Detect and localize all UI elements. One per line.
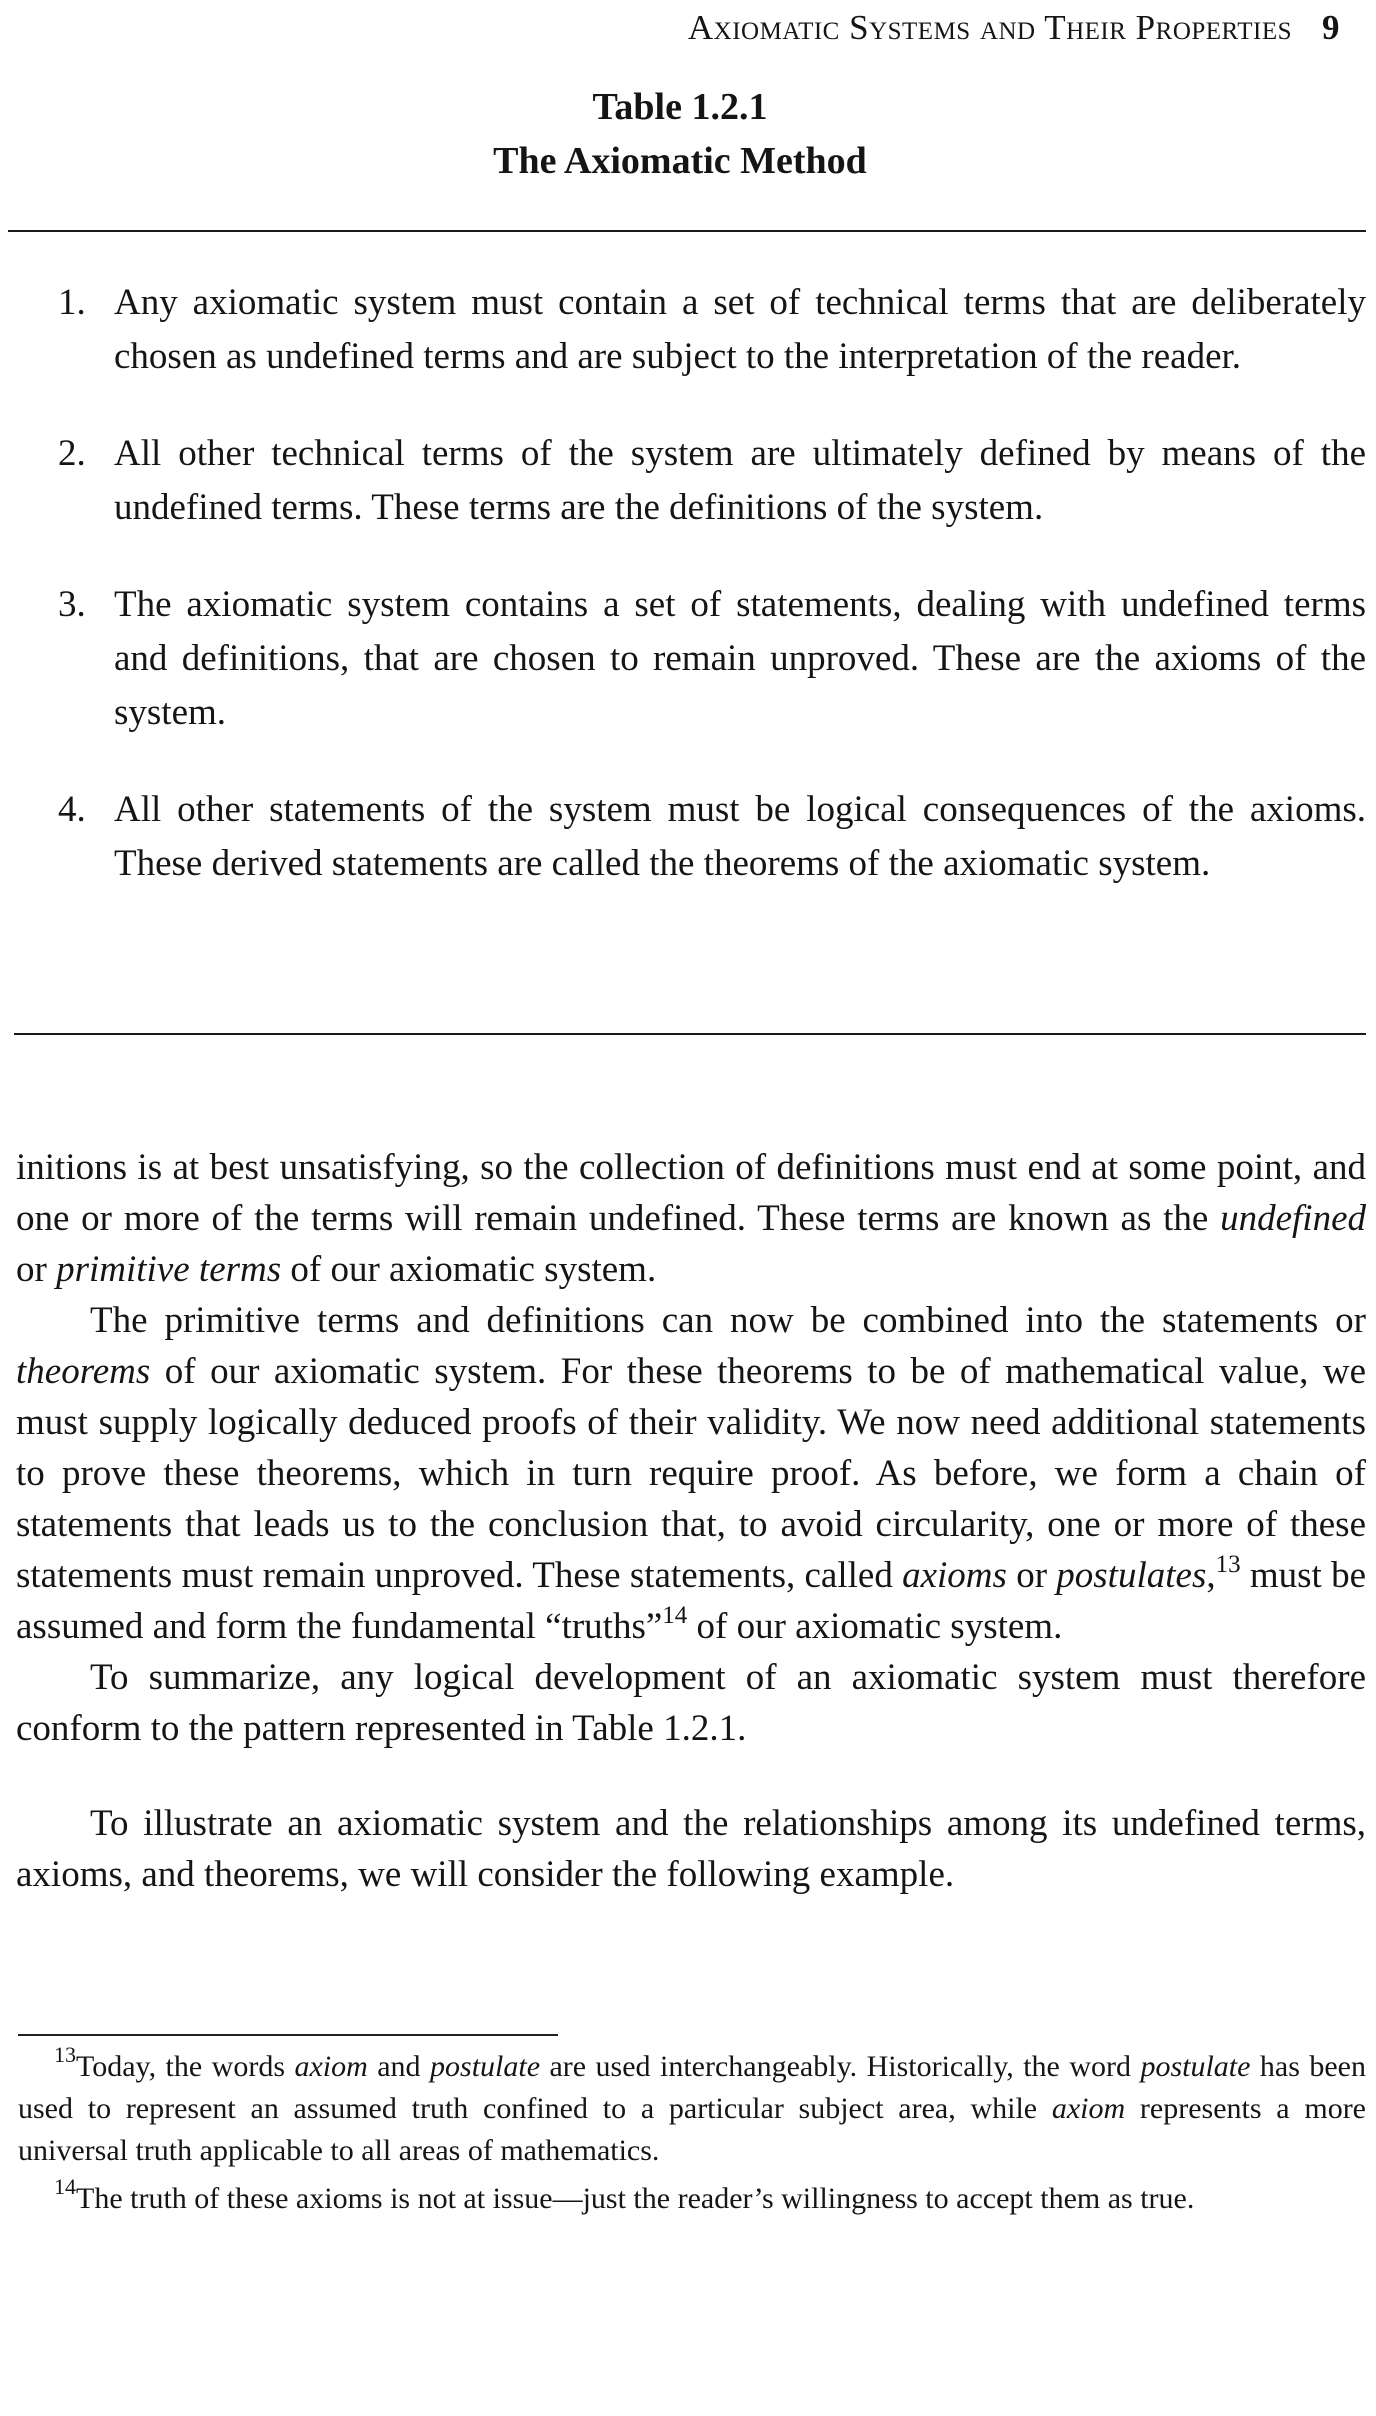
running-head-title: Axiomatic Systems and Their Properties [687, 8, 1292, 47]
text-run: , [1206, 1555, 1216, 1596]
running-head [688, 8, 1340, 48]
emphasis: theorems [16, 1351, 151, 1392]
emphasis: primitive terms [56, 1249, 282, 1290]
footnote-13 [18, 2042, 1366, 2172]
text-run: The truth of these axioms is not at issue—just the reader’s willingness to accept them as true. [76, 2182, 1195, 2215]
emphasis: undefined [1220, 1198, 1366, 1239]
paragraph-example-intro: To illustrate an axiomatic system and the relationships among its undefined terms, axioms, and theorems, we will consider the following example. [16, 1803, 1366, 1895]
list-item-number: 2. [58, 433, 86, 474]
emphasis: axioms [902, 1555, 1007, 1596]
list-item [54, 427, 1366, 535]
page-number: 9 [1322, 8, 1340, 47]
list-item-text: All other statements of the system must be logical consequences of the axioms. These derived statements are called the theorems of the axiomatic system. [114, 789, 1366, 884]
table-bottom-rule [14, 1033, 1366, 1035]
text-run: represents a more universal truth applicable to all areas of mathematics. [18, 2092, 1366, 2167]
text-run: of our axiomatic system. [281, 1249, 657, 1290]
table-title: The Axiomatic Method [493, 140, 867, 182]
footnote-mark: 14 [54, 2174, 76, 2199]
text-run: initions is at best unsatisfying, so the collection of definitions must end at some point, and one or more of the terms will remain undefined. These terms are known as the [16, 1147, 1366, 1239]
footnote-ref-13[interactable]: 13 [1215, 1550, 1241, 1578]
table-top-rule [8, 230, 1366, 232]
list-item-number: 1. [58, 282, 86, 323]
footnote-14 [18, 2174, 1366, 2220]
paragraph-summary: To summarize, any logical development of an axiomatic system must therefore conform to the pattern represented in Table 1.2.1. [16, 1657, 1366, 1749]
text-run: has been used to represent an assumed truth confined to a particular subject area, while [18, 2050, 1366, 2125]
paragraph-undefined-terms [16, 1142, 1366, 1295]
emphasis: axiom [1051, 2092, 1126, 2125]
list-item [54, 578, 1366, 740]
text-run: Today, the words [76, 2050, 295, 2083]
text-run: The primitive terms and definitions can now be combined into the statements or [90, 1300, 1366, 1341]
list-item-number: 3. [58, 584, 86, 625]
emphasis: postulate [430, 2050, 541, 2083]
footnote-mark: 13 [54, 2042, 76, 2067]
list-item-text: Any axiomatic system must contain a set of technical terms that are deliberately chosen as undefined terms and are subject to the interpretation of the reader. [114, 282, 1366, 377]
text-run: of our axiomatic system. [687, 1606, 1063, 1647]
emphasis: postulates [1056, 1555, 1207, 1596]
table-label: Table 1.2.1 [592, 86, 768, 128]
list-item [54, 783, 1366, 891]
text-run: are used interchangeably. Historically, the word [540, 2050, 1141, 2083]
footnote-ref-14[interactable]: 14 [662, 1601, 688, 1629]
emphasis: postulate [1140, 2050, 1251, 2083]
text-run: or [16, 1249, 57, 1290]
footnote-rule [18, 2034, 558, 2036]
text-run: or [1006, 1555, 1057, 1596]
footnotes [18, 2042, 1366, 2226]
text-run: of our axiomatic system. For these theorems to be of mathematical value, we must supply logically deduced proofs of their validity. We now need additional statements to prove these theorems, which in turn require proof. As before, we form a chain of statements that leads us to the conclusion that, to avoid circularity, one or more of these statements must remain unproved. These statements, called [16, 1351, 1366, 1596]
paragraph-theorems [16, 1295, 1366, 1652]
text-run: must be assumed and form the fundamental “truths” [16, 1555, 1366, 1647]
body-text [16, 1142, 1366, 1900]
list-item-text: All other technical terms of the system are ultimately defined by means of the undefined terms. These terms are the definitions of the system. [114, 433, 1366, 528]
text-run: and [367, 2050, 431, 2083]
list-item-text: The axiomatic system contains a set of statements, dealing with undefined terms and definitions, that are chosen to remain unproved. These are the axioms of the system. [114, 584, 1366, 733]
axiomatic-method-list [54, 276, 1366, 934]
list-item [54, 276, 1366, 384]
emphasis: axiom [294, 2050, 368, 2083]
list-item-number: 4. [58, 789, 86, 830]
